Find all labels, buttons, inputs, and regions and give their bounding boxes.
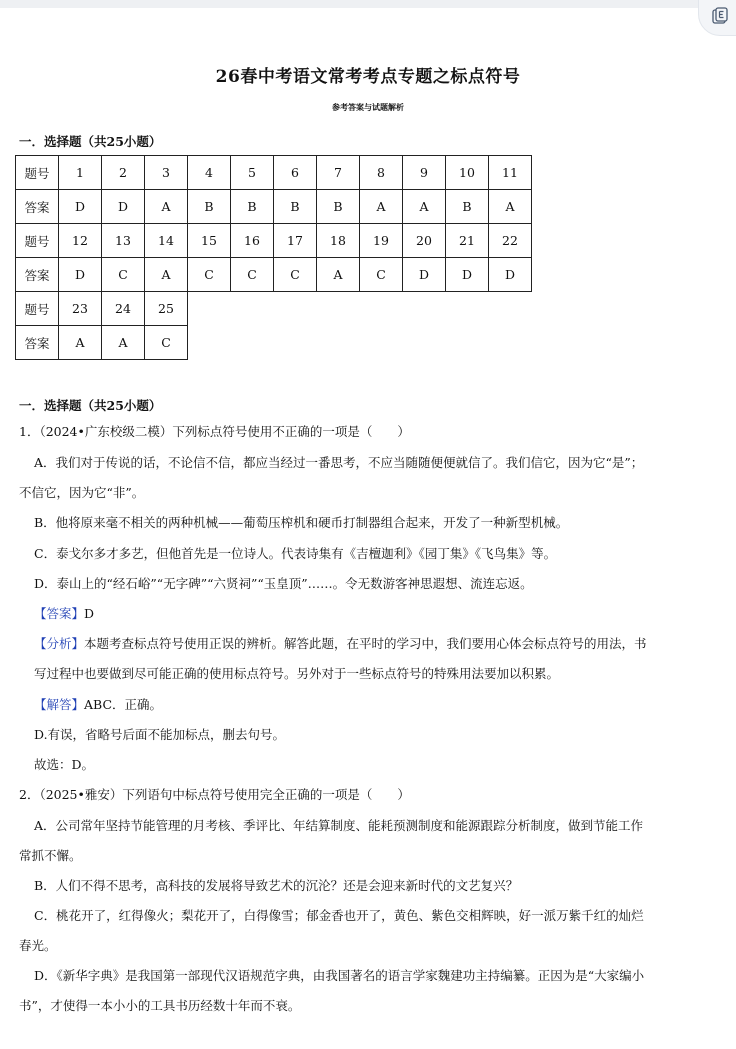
table-cell: A [145, 258, 188, 292]
empty-cell [317, 326, 360, 360]
table-cell: A [317, 258, 360, 292]
option-d-continued: 书”，才使得一本小小的工具书历经数十年而不衰。 [19, 998, 301, 1013]
question-stem: 2．（2025•雅安）下列语句中标点符号使用完全正确的一项是（ ） [19, 787, 410, 802]
table-row [16, 190, 532, 224]
table-cell: 15 [188, 224, 231, 258]
table-cell: 1 [59, 156, 102, 190]
empty-cell [446, 292, 489, 326]
page-subtitle: 参考答案与试题解析 [332, 102, 404, 112]
answer-line [34, 606, 94, 622]
empty-cell [403, 326, 446, 360]
option-a-continued: 不信它，因为它“非”。 [19, 485, 145, 500]
table-cell: B [317, 190, 360, 224]
solution-d: D.有误，省略号后面不能加标点，删去句号。 [34, 727, 286, 742]
empty-cell [231, 292, 274, 326]
table-cell: 25 [145, 292, 188, 326]
option-d: D．《新华字典》是我国第一部现代汉语规范字典，由我国著名的语言学家魏建功主持编纂。正因为是“大家编小 [34, 968, 645, 983]
corner-tool-button[interactable] [698, 0, 736, 36]
row-header-cell: 答案 [16, 258, 59, 292]
empty-cell [403, 292, 446, 326]
table-cell: 13 [102, 224, 145, 258]
table-cell: A [360, 190, 403, 224]
table-cell: 18 [317, 224, 360, 258]
table-cell: 5 [231, 156, 274, 190]
table-cell: B [446, 190, 489, 224]
analysis-text: 本题考查标点符号使用正误的辨析。解答此题，在平时的学习中，我们要用心体会标点符号的用法，书 [84, 636, 647, 651]
row-header-cell: 题号 [16, 292, 59, 326]
table-cell: 23 [59, 292, 102, 326]
empty-cell [274, 292, 317, 326]
table-cell: C [274, 258, 317, 292]
answer-value: D [84, 606, 95, 621]
table-cell: 11 [489, 156, 532, 190]
table-cell: D [102, 190, 145, 224]
section-heading: 一．选择题（共25小题） [19, 398, 162, 413]
table-cell: 17 [274, 224, 317, 258]
table-cell: D [489, 258, 532, 292]
table-cell: A [59, 326, 102, 360]
table-cell: A [403, 190, 446, 224]
table-cell: 2 [102, 156, 145, 190]
row-header-cell: 题号 [16, 224, 59, 258]
document-e-icon [710, 6, 730, 26]
empty-cell [446, 326, 489, 360]
option-a-continued: 常抓不懈。 [19, 848, 82, 863]
solution-line [34, 697, 162, 713]
analysis-continued: 写过程中也要做到尽可能正确的使用标点符号。另外对于一些标点符号的特殊用法要加以积累。 [34, 666, 560, 681]
option-c-continued: 春光。 [19, 938, 57, 953]
answer-tag: 【答案】 [34, 606, 85, 621]
top-bar [0, 0, 736, 8]
table-cell: 14 [145, 224, 188, 258]
option-c: C．泰戈尔多才多艺，但他首先是一位诗人。代表诗集有《吉檀迦利》《园丁集》《飞鸟集》等。 [34, 546, 557, 561]
table-row [16, 224, 532, 258]
option-b: B．人们不得不思考，高科技的发展将导致艺术的沉沦？还是会迎来新时代的文艺复兴？ [34, 878, 519, 893]
question-stem: 1．（2024•广东校级二模）下列标点符号使用不正确的一项是（ ） [19, 424, 410, 439]
table-cell: C [188, 258, 231, 292]
empty-cell [360, 292, 403, 326]
option-d: D．泰山上的“经石峪”“无字碑”“六贤祠”“玉皇顶”……。令无数游客神思遐想、流连忘返。 [34, 576, 533, 591]
table-cell: 4 [188, 156, 231, 190]
empty-cell [274, 326, 317, 360]
table-cell: A [489, 190, 532, 224]
table-cell: B [231, 190, 274, 224]
table-cell: 9 [403, 156, 446, 190]
table-cell: 19 [360, 224, 403, 258]
option-a: A．我们对于传说的话，不论信不信，都应当经过一番思考，不应当随随便便就信了。我们信它，因为它“是”； [34, 455, 644, 470]
table-cell: 10 [446, 156, 489, 190]
conclusion: 故选：D。 [34, 757, 95, 772]
table-cell: 20 [403, 224, 446, 258]
empty-cell [231, 326, 274, 360]
solution-tag: 【解答】 [34, 697, 85, 712]
option-a: A．公司常年坚持节能管理的月考核、季评比、年结算制度、能耗预测制度和能源跟踪分析制度，做到节能工作 [34, 818, 644, 833]
table-row [16, 326, 532, 360]
empty-cell [489, 326, 532, 360]
table-cell: 8 [360, 156, 403, 190]
table-cell: 3 [145, 156, 188, 190]
table-cell: D [59, 258, 102, 292]
analysis-line [34, 636, 647, 652]
page-title: 26春中考语文常考考点专题之标点符号 [215, 67, 521, 87]
row-header-cell: 题号 [16, 156, 59, 190]
option-c: C．桃花开了，红得像火；梨花开了，白得像雪；郁金香也开了，黄色、紫色交相辉映，好一派万紫千红的灿烂 [34, 908, 644, 923]
row-header-cell: 答案 [16, 190, 59, 224]
empty-cell [489, 292, 532, 326]
row-header-cell: 答案 [16, 326, 59, 360]
table-cell: 16 [231, 224, 274, 258]
table-cell: C [145, 326, 188, 360]
table-cell: D [446, 258, 489, 292]
table-cell: D [403, 258, 446, 292]
table-row [16, 156, 532, 190]
table-cell: 24 [102, 292, 145, 326]
table-cell: C [231, 258, 274, 292]
table-cell: A [145, 190, 188, 224]
table-cell: 22 [489, 224, 532, 258]
option-b: B．他将原来毫不相关的两种机械——葡萄压榨机和硬币打制器组合起来，开发了一种新型机械。 [34, 515, 569, 530]
empty-cell [360, 326, 403, 360]
table-cell: 7 [317, 156, 360, 190]
analysis-tag: 【分析】 [34, 636, 85, 651]
table-cell: C [102, 258, 145, 292]
solution-value: ABC．正确。 [84, 697, 163, 712]
empty-cell [317, 292, 360, 326]
table-cell: B [274, 190, 317, 224]
table-cell: D [59, 190, 102, 224]
empty-cell [188, 292, 231, 326]
table-cell: 6 [274, 156, 317, 190]
answer-table [15, 155, 532, 360]
table-cell: A [102, 326, 145, 360]
section-heading: 一．选择题（共25小题） [19, 134, 162, 149]
table-cell: 21 [446, 224, 489, 258]
table-cell: B [188, 190, 231, 224]
table-row [16, 292, 532, 326]
table-cell: C [360, 258, 403, 292]
table-cell: 12 [59, 224, 102, 258]
empty-cell [188, 326, 231, 360]
table-row [16, 258, 532, 292]
